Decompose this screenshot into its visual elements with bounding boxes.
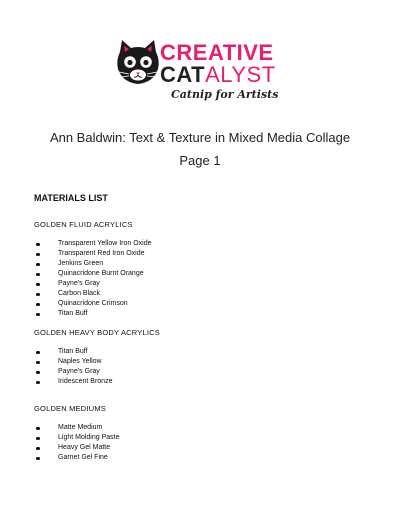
list-item: Carbon Black xyxy=(34,289,152,299)
document-title: Ann Baldwin: Text & Texture in Mixed Media Collage xyxy=(49,130,351,145)
section-golden-mediums xyxy=(34,404,119,463)
list-item: Transparent Red Iron Oxide xyxy=(34,249,152,259)
cat-with-glasses-icon xyxy=(113,38,163,88)
list-item: Payne's Gray xyxy=(34,279,152,289)
section-title: GOLDEN MEDIUMS xyxy=(34,404,106,413)
logo-tagline: Catnip for Artists xyxy=(171,88,279,101)
materials-list xyxy=(34,423,119,463)
list-item: Payne's Gray xyxy=(34,367,160,377)
logo-wordmark-cat: CAT xyxy=(160,62,206,87)
list-item: Quinacridone Burnt Orange xyxy=(34,269,152,279)
section-title: GOLDEN FLUID ACRYLICS xyxy=(34,220,133,229)
list-item: Matte Medium xyxy=(34,423,119,433)
creative-catalyst-logo xyxy=(113,38,293,110)
list-item: Naples Yellow xyxy=(34,357,160,367)
section-title: GOLDEN HEAVY BODY ACRYLICS xyxy=(34,328,160,337)
list-item: Jenkins Green xyxy=(34,259,152,269)
logo-wordmark-alyst: ALYST xyxy=(205,62,276,87)
list-item: Quinacridone Crimson xyxy=(34,299,152,309)
materials-list xyxy=(34,347,160,387)
logo-wordmark-creative: CREATIVE xyxy=(160,40,274,65)
materials-list xyxy=(34,239,152,319)
section-golden-fluid-acrylics xyxy=(34,220,152,319)
list-item: Titan Buff xyxy=(34,347,160,357)
materials-list-heading: MATERIALS LIST xyxy=(34,193,108,203)
list-item: Titan Buff xyxy=(34,309,152,319)
section-golden-heavy-body-acrylics xyxy=(34,328,160,387)
page-number-label: Page 1 xyxy=(179,153,221,168)
list-item: Transparent Yellow Iron Oxide xyxy=(34,239,152,249)
list-item: Heavy Gel Matte xyxy=(34,443,119,453)
list-item: Light Molding Paste xyxy=(34,433,119,443)
list-item: Garnet Gel Fine xyxy=(34,453,119,463)
list-item: Iridescent Bronze xyxy=(34,377,160,387)
logo-wordmark-catalyst xyxy=(160,64,276,86)
